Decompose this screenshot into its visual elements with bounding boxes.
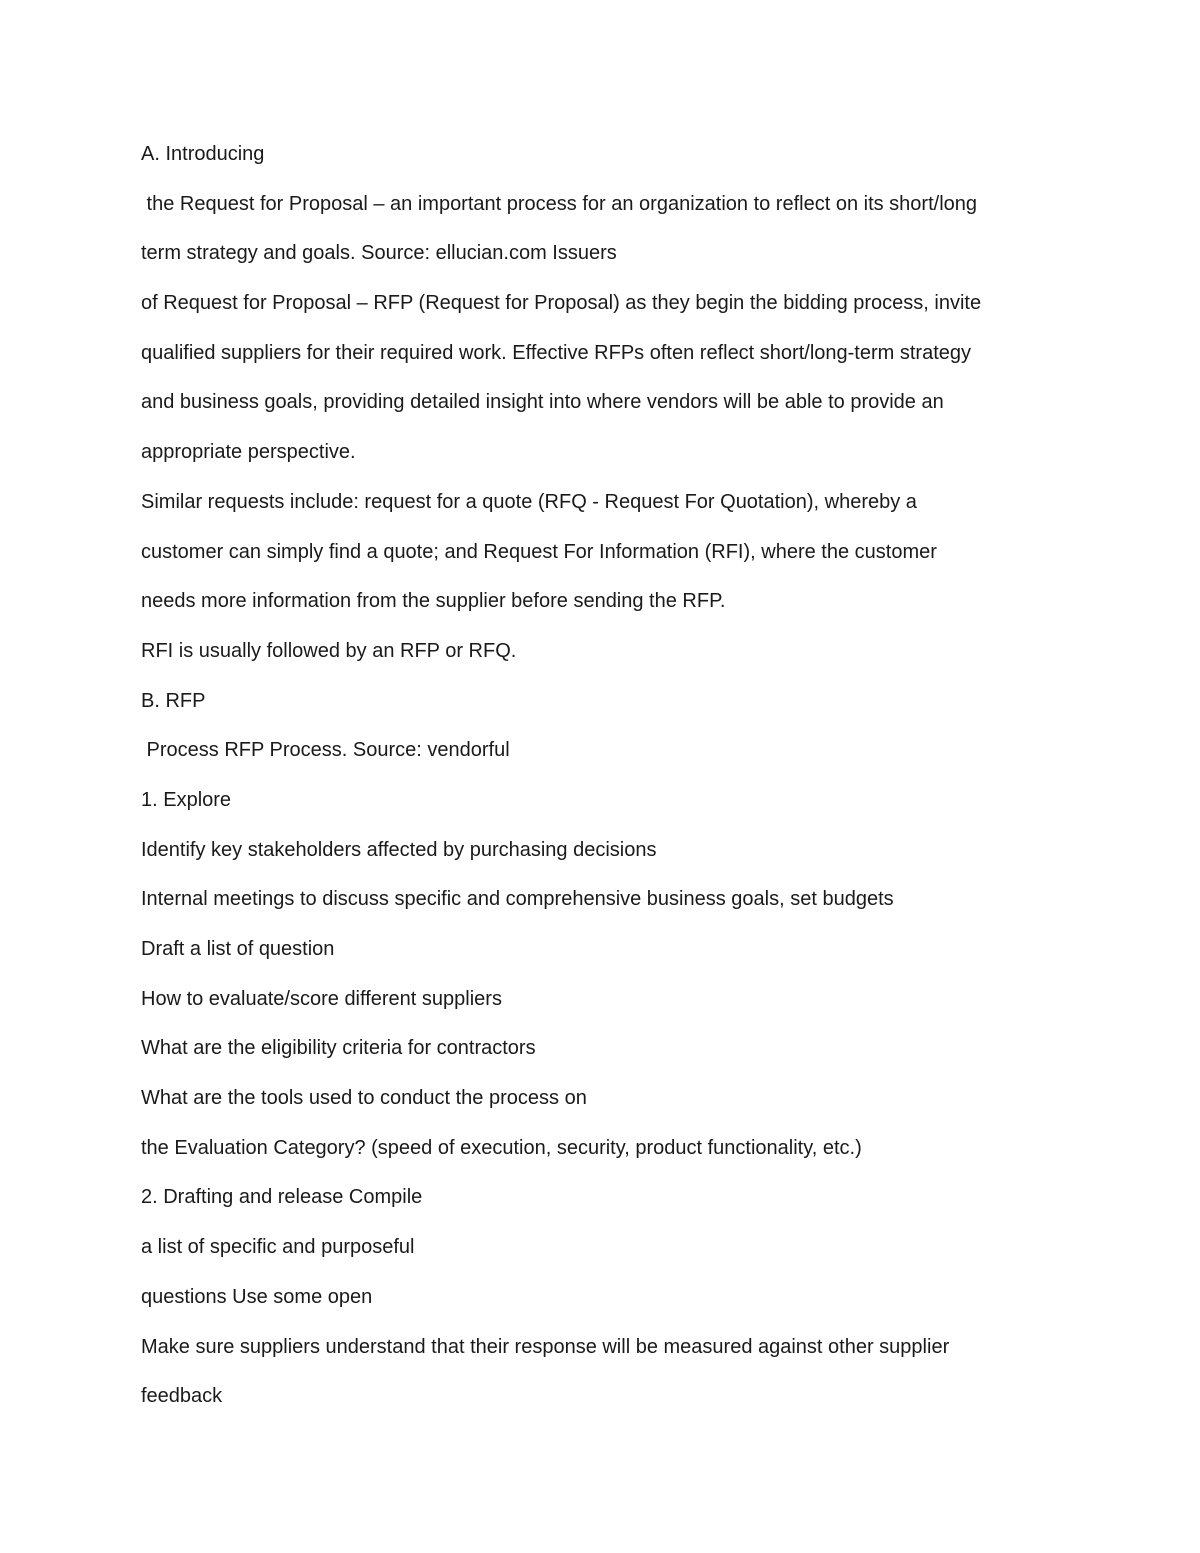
text-line: Make sure suppliers understand that their response will be measured against other supplier xyxy=(141,1335,950,1358)
text-line: qualified suppliers for their required work. Effective RFPs often reflect short/long-term strategy xyxy=(141,341,971,364)
step-heading-explore: 1. Explore xyxy=(141,788,232,811)
text-line: term strategy and goals. Source: ellucian.com Issuers xyxy=(141,242,617,265)
step-heading-drafting: 2. Drafting and release Compile xyxy=(141,1186,423,1209)
text-line: the Request for Proposal – an important process for an organization to reflect on its short/long xyxy=(141,192,978,215)
section-heading-b: B. RFP xyxy=(141,689,206,712)
text-line: and business goals, providing detailed insight into where vendors will be able to provide an xyxy=(141,391,944,414)
text-line: customer can simply find a quote; and Request For Information (RFI), where the customer xyxy=(141,540,937,563)
text-line: What are the eligibility criteria for contractors xyxy=(141,1037,536,1060)
text-line: a list of specific and purposeful xyxy=(141,1236,415,1259)
text-line: needs more information from the supplier before sending the RFP. xyxy=(141,590,726,613)
text-line: Draft a list of question xyxy=(141,938,335,960)
text-line: Identify key stakeholders affected by purchasing decisions xyxy=(141,838,657,861)
text-line: What are the tools used to conduct the process on xyxy=(141,1087,587,1110)
text-line: Similar requests include: request for a quote (RFQ - Request For Quotation), whereby a xyxy=(141,490,917,513)
section-heading-a: A. Introducing xyxy=(141,143,265,165)
text-line: feedback xyxy=(141,1385,223,1408)
text-line: appropriate perspective. xyxy=(141,441,356,464)
text-line: RFI is usually followed by an RFP or RFQ. xyxy=(141,639,517,662)
text-line: How to evaluate/score different suppliers xyxy=(141,987,502,1010)
text-line: Process RFP Process. Source: vendorful xyxy=(141,739,510,762)
document-body xyxy=(141,140,1061,1432)
text-line: questions Use some open xyxy=(141,1285,373,1308)
text-line: the Evaluation Category? (speed of execution, security, product functionality, etc.) xyxy=(141,1136,862,1159)
text-line: Internal meetings to discuss specific and comprehensive business goals, set budgets xyxy=(141,888,894,911)
text-line: of Request for Proposal – RFP (Request for Proposal) as they begin the bidding process, invite xyxy=(141,292,982,315)
